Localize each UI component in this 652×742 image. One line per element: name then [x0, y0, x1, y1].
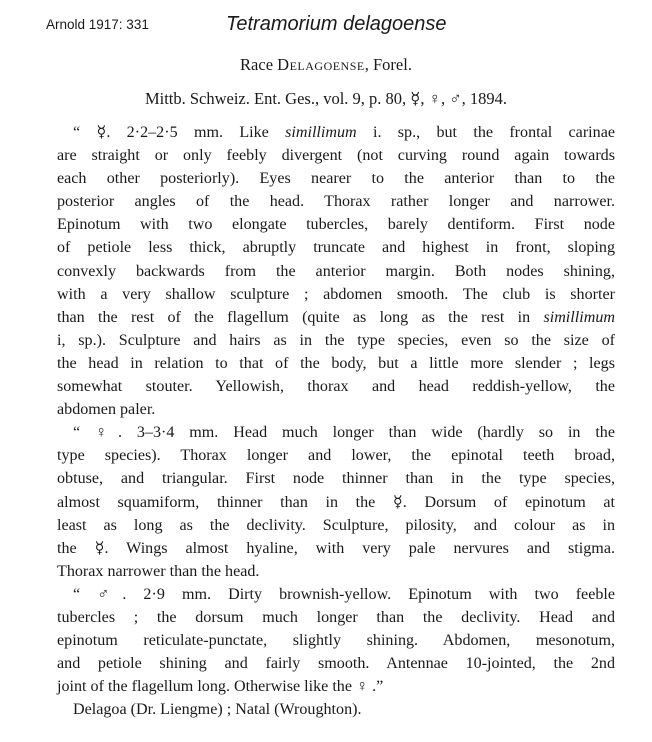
distribution-line: Delagoa (Dr. Liengme) ; Natal (Wroughton). — [73, 701, 362, 719]
taxon-title: Tetramorium delagoense — [226, 13, 447, 35]
text-line: obtuse, and triangular. First node thinner than in the type species, — [57, 470, 615, 488]
text-line: almost squamiform, thinner than in the ☿. Dorsum of epinotum at — [57, 493, 615, 511]
text-line: than the rest of the flagellum (quite as long as the rest in simillimum — [57, 308, 615, 326]
text-line: tubercles ; the dorsum much longer than the declivity. Head and — [57, 608, 615, 626]
text-line: i, sp.). Sculpture and hairs as in the type species, even so the size of — [57, 331, 615, 349]
text-line: are straight or only feebly divergent (not curving round again towards — [57, 147, 615, 165]
text-line: abdomen paler. — [57, 401, 156, 419]
race-heading — [0, 55, 652, 75]
text-line: Epinotum with two elongate tubercles, barely dentiform. First node — [57, 216, 615, 234]
text-line: joint of the flagellum long. Otherwise like the ♀ .” — [57, 678, 384, 696]
race-author: , Forel. — [364, 55, 412, 74]
text-line: “ ☿. 2·2–2·5 mm. Like simillimum i. sp., but the frontal carinae — [73, 124, 615, 141]
text-line: type species). Thorax longer and lower, the epinotal teeth broad, — [57, 447, 615, 465]
text-line: and petiole shining and fairly smooth. Antennae 10-jointed, the 2nd — [57, 655, 615, 673]
text-line: “ ♂. 2·9 mm. Dirty brownish-yellow. Epinotum with two feeble — [73, 585, 615, 603]
race-prefix: Race — [240, 55, 278, 74]
race-name: Delagoense — [277, 55, 365, 74]
text-line: with a very shallow sculpture ; abdomen smooth. The club is shorter — [57, 285, 615, 303]
text-line: of petiole less thick, abruptly truncate and highest in front, sloping — [57, 239, 615, 257]
text-line: posterior angles of the head. Thorax rather longer and narrower. — [57, 193, 615, 211]
text-line: Thorax narrower than the head. — [57, 562, 260, 580]
text-line: somewhat stouter. Yellowish, thorax and head reddish-yellow, the — [57, 378, 615, 396]
text-line: epinotum reticulate-punctate, slightly shining. Abdomen, mesonotum, — [57, 632, 615, 650]
text-line: least as long as the declivity. Sculpture, pilosity, and colour as in — [57, 516, 615, 534]
source-citation: Arnold 1917: 331 — [46, 17, 149, 32]
description-body — [57, 121, 615, 721]
text-line: the head in relation to that of the body, but a little more slender ; legs — [57, 354, 615, 372]
reference-line: Mittb. Schweiz. Ent. Ges., vol. 9, p. 80, ☿, ♀, ♂, 1894. — [144, 89, 508, 108]
text-line: each other posteriorly). Eyes nearer to the anterior than to the — [57, 170, 615, 188]
text-line: convexly backwards from the anterior margin. Both nodes shining, — [57, 262, 615, 280]
text-line: the ☿. Wings almost hyaline, with very pale nervures and stigma. — [57, 539, 615, 557]
text-line: “ ♀. 3–3·4 mm. Head much longer than wide (hardly so in the — [73, 424, 615, 442]
